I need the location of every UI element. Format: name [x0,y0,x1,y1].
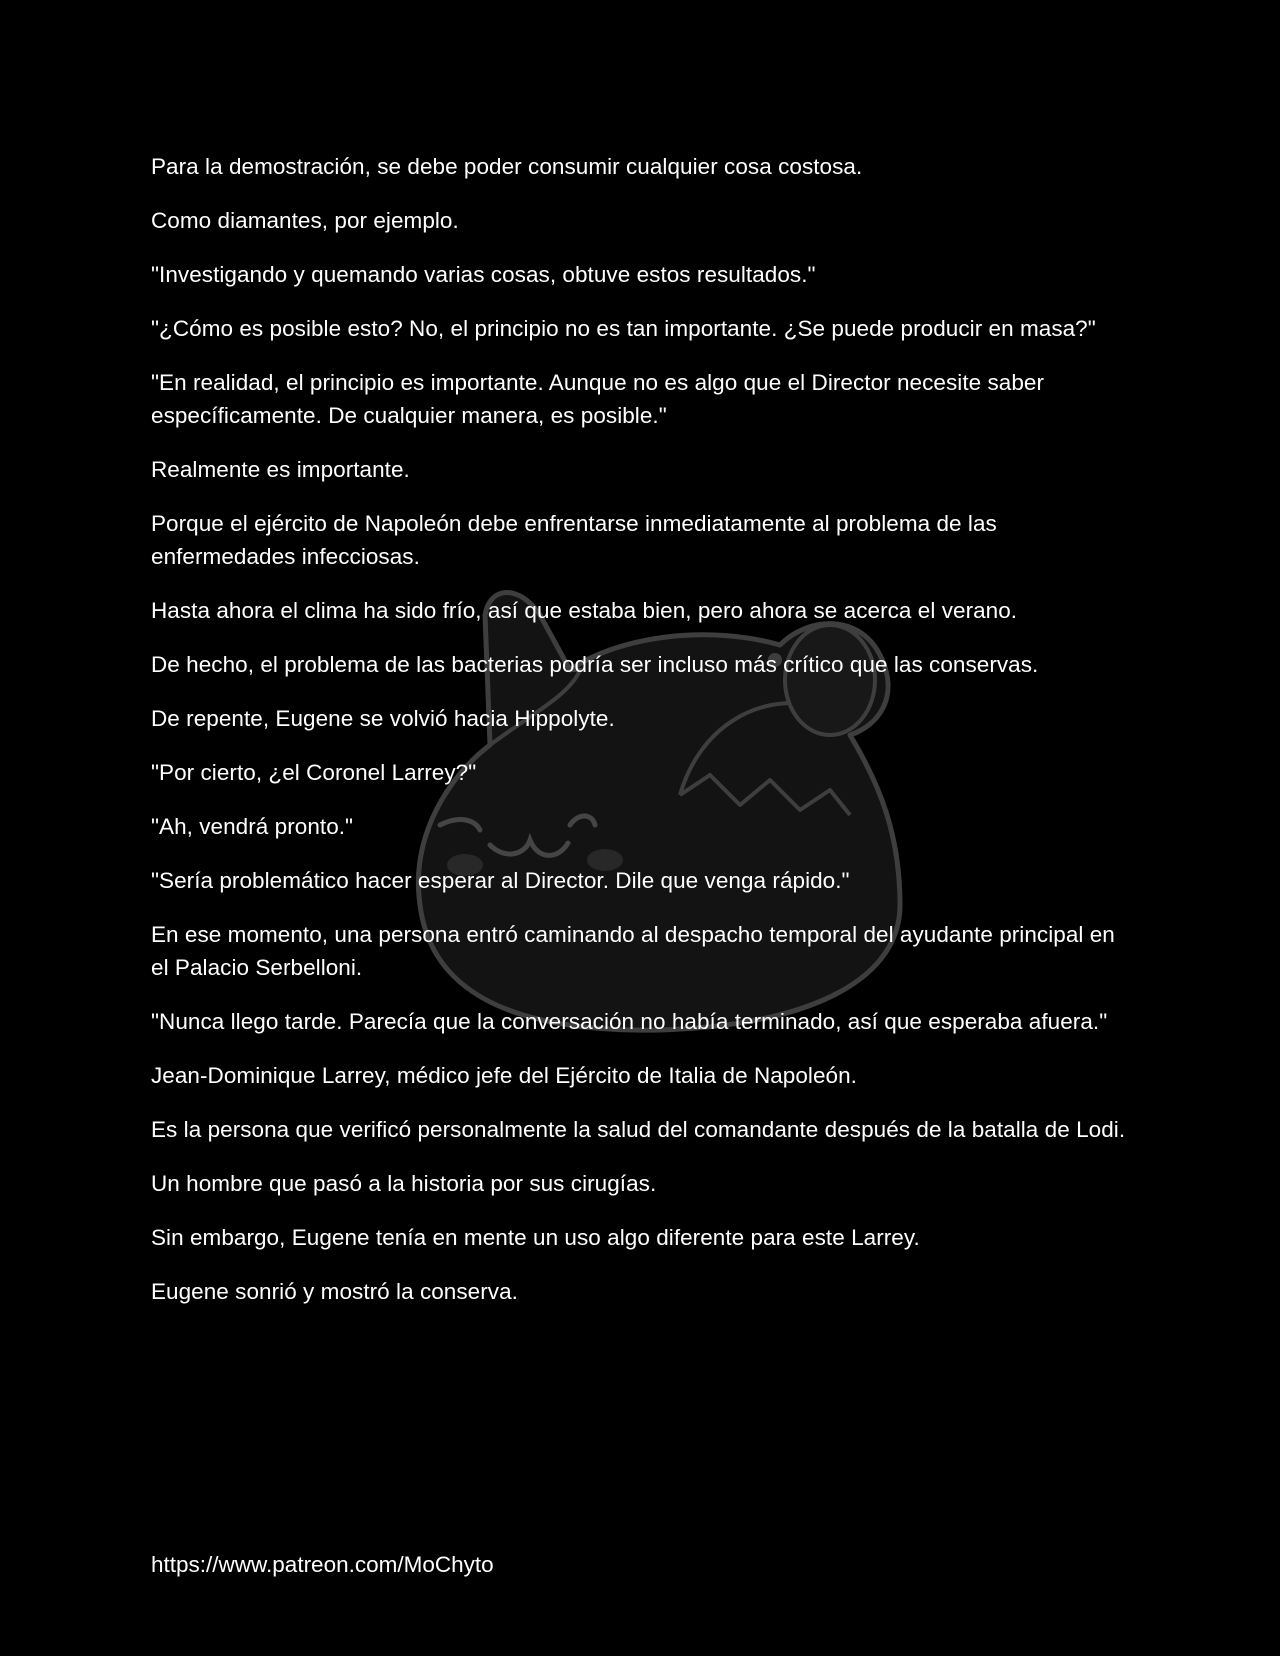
paragraph: En ese momento, una persona entró caminando al despacho temporal del ayudante principal en el Palacio Serbelloni. [151,922,1115,980]
paragraph: Es la persona que verificó personalmente la salud del comandante después de la batalla de Lodi. [151,1117,1126,1142]
paragraph: "Sería problemático hacer esperar al Director. Dile que venga rápido." [151,868,850,893]
paragraph: Eugene sonrió y mostró la conserva. [151,1279,518,1304]
article-body [151,150,1131,1329]
paragraph: Jean-Dominique Larrey, médico jefe del Ejército de Italia de Napoleón. [151,1063,857,1088]
paragraph: "En realidad, el principio es importante. Aunque no es algo que el Director necesite saber específicamente. De cualquier manera, es posible." [151,370,1045,428]
paragraph: Sin embargo, Eugene tenía en mente un uso algo diferente para este Larrey. [151,1225,920,1250]
paragraph: Hasta ahora el clima ha sido frío, así que estaba bien, pero ahora se acerca el verano. [151,598,1018,623]
paragraph: "Nunca llego tarde. Parecía que la conversación no había terminado, así que esperaba afuera." [151,1009,1108,1034]
paragraph: Como diamantes, por ejemplo. [151,208,459,233]
paragraph: "¿Cómo es posible esto? No, el principio no es tan importante. ¿Se puede producir en masa?" [151,316,1096,341]
paragraph: Porque el ejército de Napoleón debe enfrentarse inmediatamente al problema de las enfermedades infecciosas. [151,511,997,569]
paragraph: Un hombre que pasó a la historia por sus cirugías. [151,1171,657,1196]
paragraph: Realmente es importante. [151,457,410,482]
paragraph: "Ah, vendrá pronto." [151,814,354,839]
paragraph: "Por cierto, ¿el Coronel Larrey?" [151,760,477,785]
paragraph: De repente, Eugene se volvió hacia Hippolyte. [151,706,615,731]
paragraph: Para la demostración, se debe poder consumir cualquier cosa costosa. [151,154,863,179]
patreon-link[interactable]: https://www.patreon.com/MoChyto [151,1552,494,1577]
paragraph: De hecho, el problema de las bacterias podría ser incluso más crítico que las conservas. [151,652,1039,677]
paragraph: "Investigando y quemando varias cosas, obtuve estos resultados." [151,262,816,287]
